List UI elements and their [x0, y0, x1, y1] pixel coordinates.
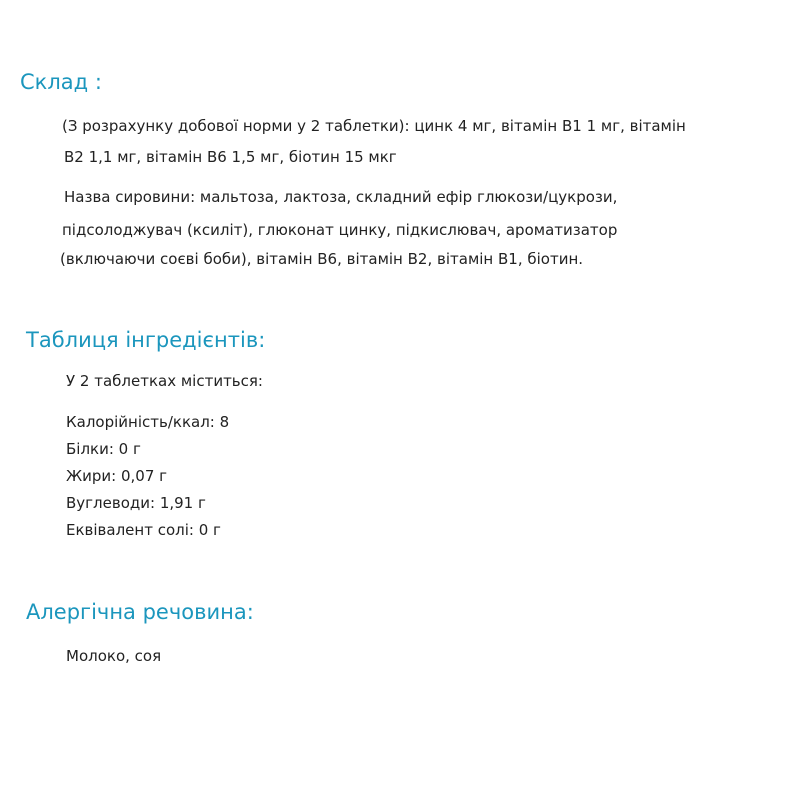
raw-materials-line-3: (включаючи соєві боби), вітамін B6, вітамін B2, вітамін B1, біотин.: [60, 250, 584, 268]
ingredients-heading: Таблиця інгредієнтів:: [26, 328, 266, 352]
daily-dose-line-2: B2 1,1 мг, вітамін B6 1,5 мг, біотин 15 мкг: [64, 148, 397, 166]
daily-dose-line-1: (З розрахунку добової норми у 2 таблетки): цинк 4 мг, вітамін B1 1 мг, вітамін: [62, 117, 686, 135]
nutrition-item: Вуглеводи: 1,91 г: [66, 494, 206, 512]
ingredients-intro: У 2 таблетках міститься:: [66, 372, 263, 390]
nutrition-item: Калорійність/ккал: 8: [66, 413, 230, 431]
raw-materials-line-1: Назва сировини: мальтоза, лактоза, складний ефір глюкози/цукрози,: [64, 188, 618, 206]
nutrition-item: Жири: 0,07 г: [66, 467, 168, 485]
nutrition-item: Еквівалент солі: 0 г: [66, 521, 221, 539]
allergen-text: Молоко, соя: [66, 647, 162, 665]
nutrition-item: Білки: 0 г: [66, 440, 141, 458]
raw-materials-line-2: підсолоджувач (ксиліт), глюконат цинку, підкислювач, ароматизатор: [62, 221, 618, 239]
allergen-heading: Алергічна речовина:: [26, 600, 254, 624]
composition-heading: Склад :: [20, 70, 102, 94]
